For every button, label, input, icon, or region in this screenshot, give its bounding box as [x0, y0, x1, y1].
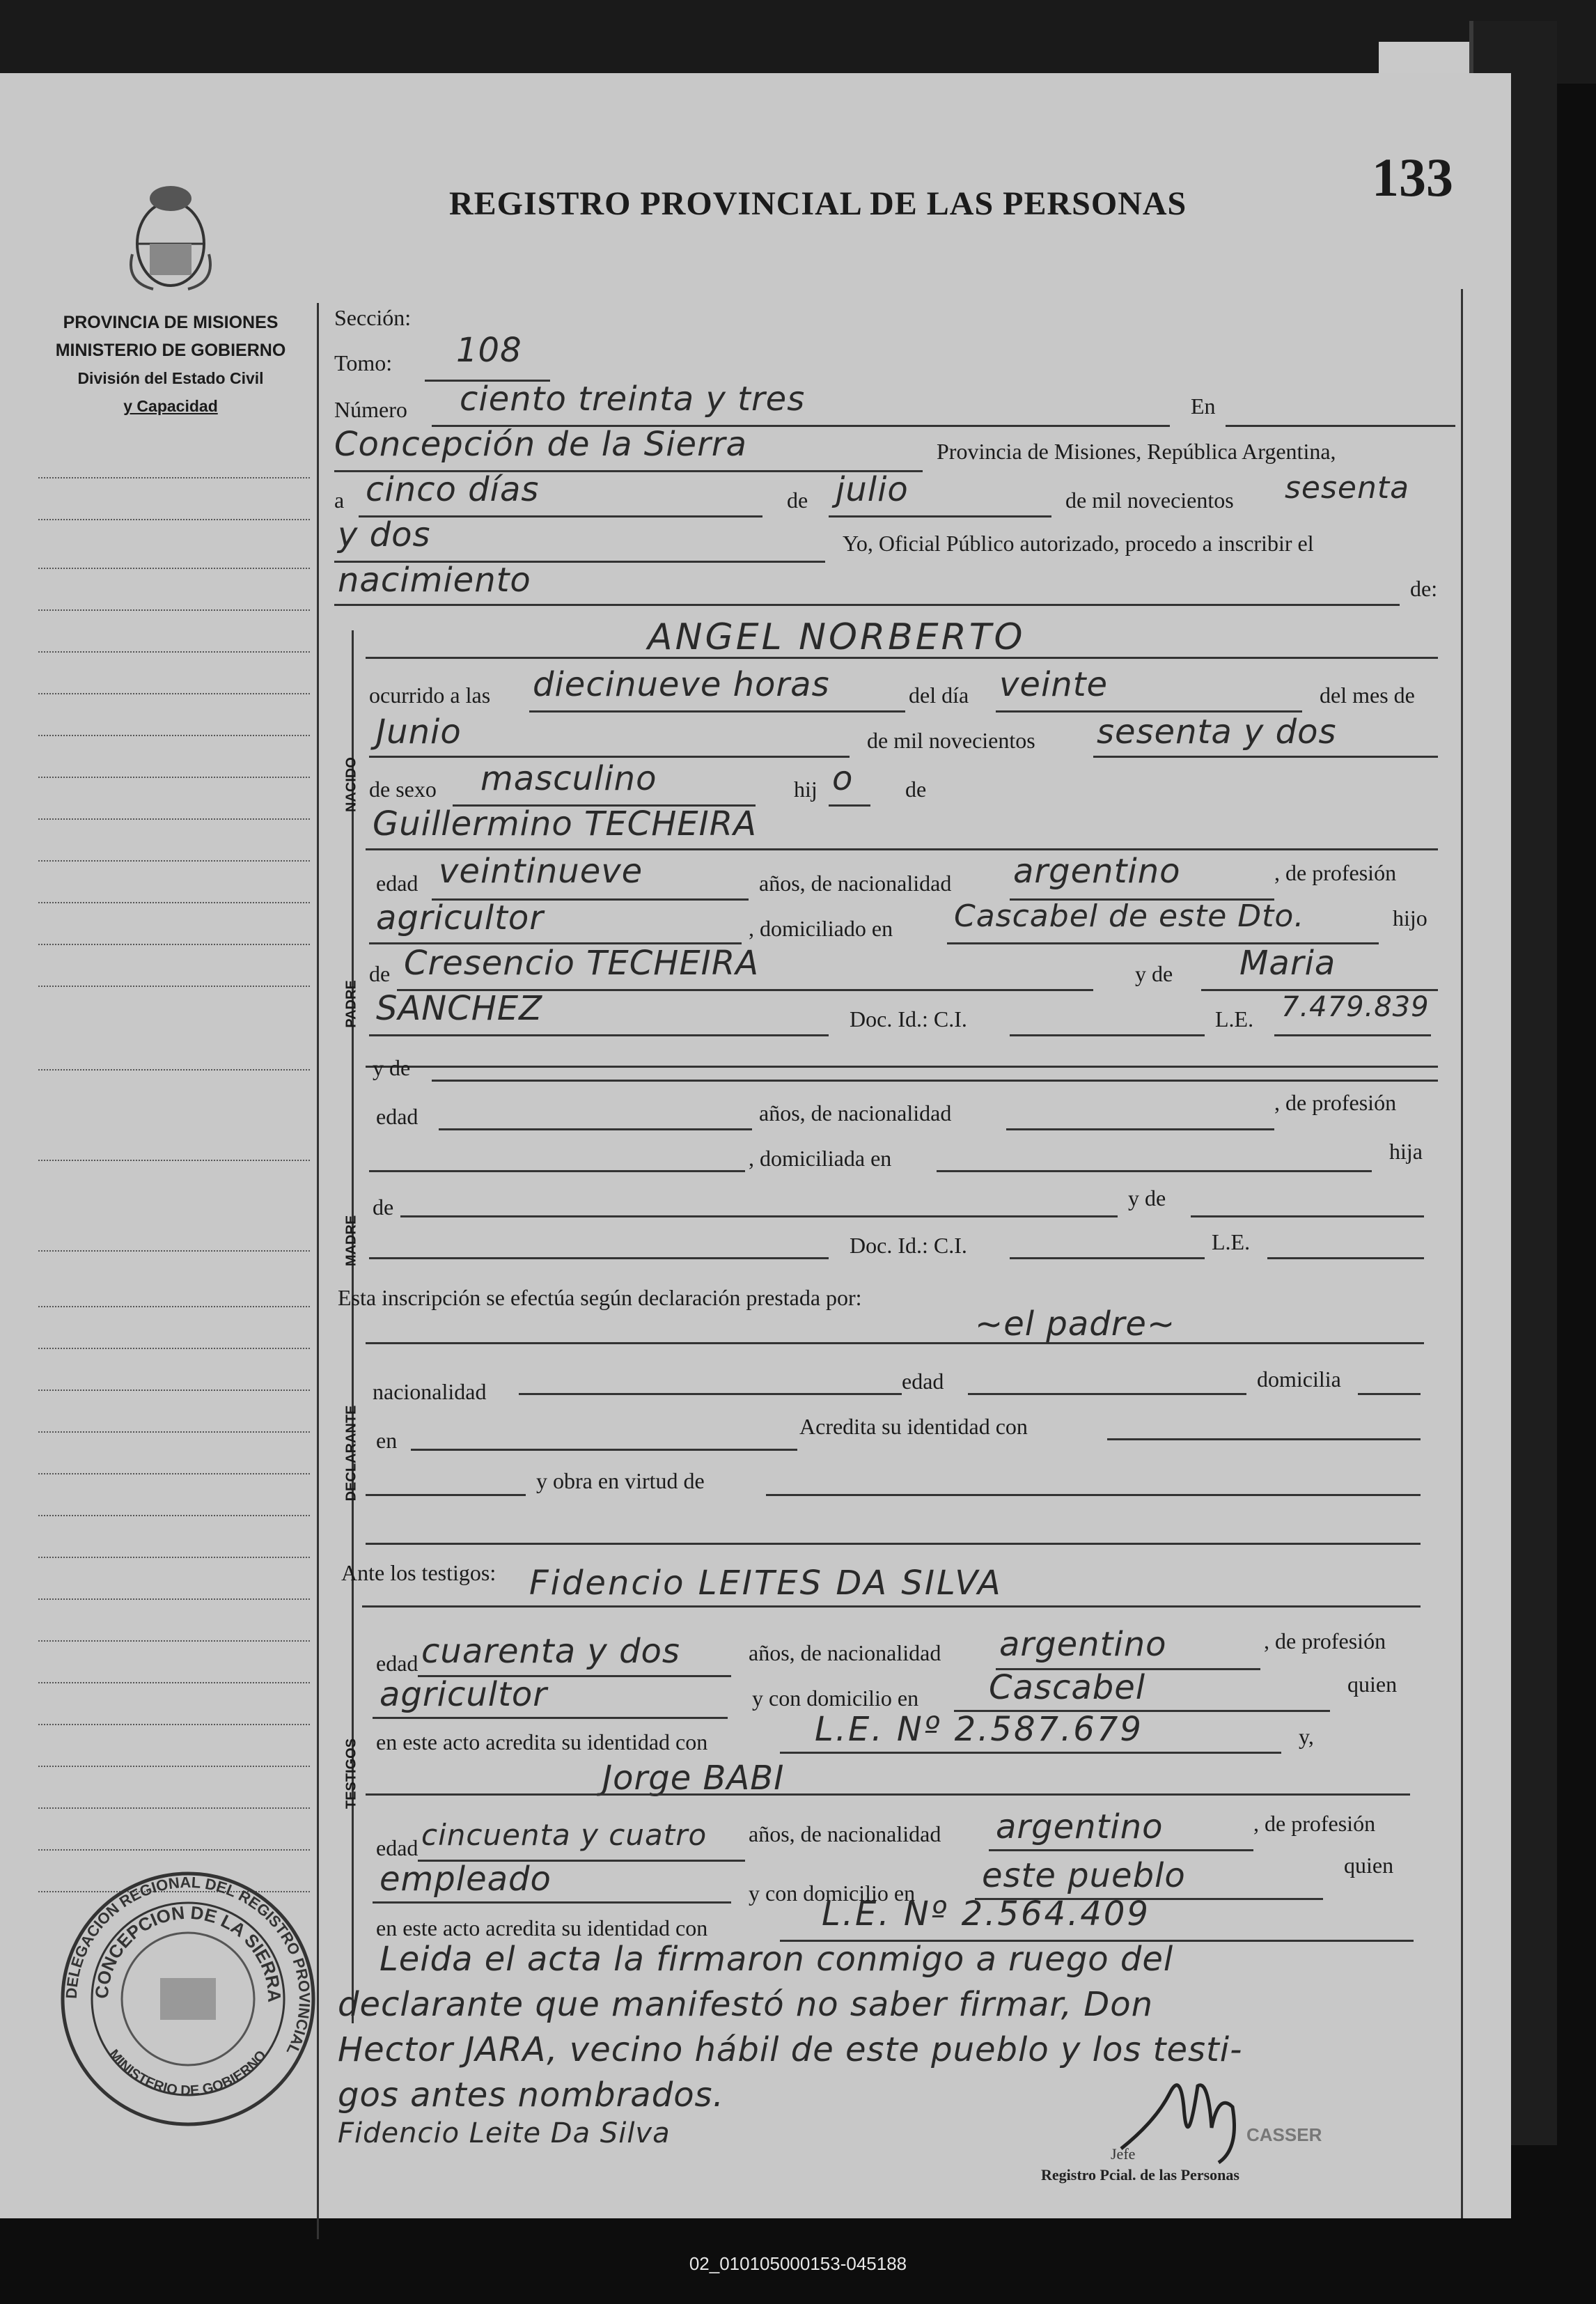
- declarante-nac-line: [519, 1393, 902, 1395]
- margin-line: [38, 1515, 310, 1516]
- testigo2-prof-line: [373, 1901, 731, 1904]
- province-line: PROVINCIA DE MISIONES: [63, 313, 279, 332]
- testigo1-prof-line: [373, 1717, 728, 1719]
- declarante-edad-label: edad: [902, 1369, 944, 1394]
- anio-continuation: y dos: [338, 515, 431, 554]
- testigo1-y-label: y,: [1299, 1724, 1314, 1749]
- padre-dom: Cascabel de este Dto.: [954, 898, 1305, 934]
- dia-nacido-value: veinte: [999, 665, 1109, 704]
- testigo1-doc-line: [780, 1752, 1281, 1754]
- margin-line: [38, 818, 310, 820]
- testigo2-prof-label: , de profesión: [1253, 1811, 1376, 1836]
- margin-line: [38, 1640, 310, 1642]
- margin-line: [38, 777, 310, 778]
- declarante-nombre: ~el padre~: [975, 1305, 1176, 1344]
- madre-y-de-label: y de: [373, 1055, 411, 1080]
- testigo1-nombre-line: [362, 1605, 1421, 1608]
- mes-nacido-line: [369, 756, 850, 758]
- testigo2-nac-label: años, de nacionalidad: [749, 1821, 941, 1846]
- testigo1-quien-label: quien: [1347, 1672, 1398, 1697]
- anio-nacido-value: sesenta y dos: [1097, 713, 1337, 752]
- numero-label: Número: [334, 397, 407, 422]
- stamp-bottom-text: MINISTERIO DE GOBIERNO: [105, 2046, 270, 2099]
- abuelo-nombre: Cresencio TECHEIRA: [404, 944, 760, 983]
- madre-doc-line: [1010, 1257, 1205, 1259]
- padre-de-label: de: [369, 961, 391, 986]
- mil-nacido-label: de mil novecientos: [867, 728, 1035, 753]
- cierre-linea-4: gos antes nombrados.: [338, 2076, 724, 2115]
- testigo2-doc: L.E. Nº 2.564.409: [822, 1894, 1150, 1933]
- declarante-acredita-label: Acredita su identidad con: [799, 1414, 1028, 1439]
- margin-line: [38, 651, 310, 653]
- padre-nombre-line: [366, 848, 1438, 850]
- declarante-en-label: en: [376, 1428, 398, 1453]
- testigo2-acredita-label: en este acto acredita su identidad con: [376, 1915, 708, 1940]
- declarante-obra-pre-line: [366, 1494, 526, 1496]
- testigo1-nac: argentino: [999, 1625, 1167, 1664]
- hora-value: diecinueve horas: [533, 665, 830, 704]
- testigo1-dom-label: y con domicilio en: [752, 1686, 919, 1711]
- padre-nac: argentino: [1013, 852, 1181, 891]
- margin-line: [38, 735, 310, 736]
- madre-y-de2-label: y de: [1128, 1185, 1166, 1211]
- madre-de-label: de: [373, 1194, 394, 1220]
- declarante-edad-line: [968, 1393, 1246, 1395]
- hij-label: hij: [794, 777, 817, 802]
- madre-prof-label: , de profesión: [1274, 1090, 1397, 1115]
- madre-doc-label: Doc. Id.: C.I.: [850, 1233, 967, 1258]
- declarante-obra-line: [766, 1494, 1421, 1496]
- svg-text:MINISTERIO DE GOBIERNO: [106, 2047, 269, 2099]
- margin-line: [38, 1390, 310, 1391]
- madre-dom-label: , domiciliada en: [749, 1146, 892, 1171]
- declarante-en-line: [411, 1449, 797, 1451]
- margin-line: [38, 1473, 310, 1474]
- testigo1-edad-label: edad: [376, 1651, 418, 1676]
- madre-section-label: MADRE: [343, 1215, 359, 1267]
- declarante-obra-label: y obra en virtud de: [536, 1468, 705, 1493]
- declarante-section-label: DECLARANTE: [343, 1405, 359, 1502]
- sello-texto-2: Jefe: [1111, 2145, 1136, 2163]
- testigos-intro: Ante los testigos:: [341, 1560, 496, 1585]
- province-line: MINISTERIO DE GOBIERNO: [55, 341, 286, 360]
- sello-texto-1: CASSER: [1246, 2124, 1322, 2145]
- margin-line: [38, 1766, 310, 1767]
- hij-line: [829, 804, 870, 807]
- testigo2-edad: cincuenta y cuatro: [421, 1818, 707, 1852]
- anio-value: sesenta: [1285, 470, 1410, 506]
- province-line: y Capacidad: [123, 397, 218, 415]
- madre-abuela-line: [1191, 1215, 1424, 1217]
- de-label: de: [787, 488, 808, 513]
- book-top-edge: [0, 0, 1596, 84]
- margin-line: [38, 1557, 310, 1558]
- margin-line: [38, 1807, 310, 1809]
- margin-line: [38, 902, 310, 903]
- margin-line: [38, 1250, 310, 1252]
- testigo2-nombre: Jorge BABI: [602, 1759, 785, 1798]
- margin-line: [38, 1849, 310, 1851]
- padre-edad-label: edad: [376, 871, 418, 896]
- padre-le-label: L.E.: [1215, 1006, 1254, 1032]
- hij-de-label: de: [905, 777, 927, 802]
- sexo-label: de sexo: [369, 777, 437, 802]
- padre-le-line: [1274, 1034, 1431, 1036]
- testigo1-prof-label: , de profesión: [1264, 1628, 1386, 1653]
- hora-line: [529, 710, 905, 713]
- margin-line: [38, 1069, 310, 1071]
- tomo-label: Tomo:: [334, 350, 393, 375]
- margin-line: [38, 1306, 310, 1307]
- en-label: En: [1191, 394, 1216, 419]
- a-label: a: [334, 488, 345, 513]
- padre-nac-label: años, de nacionalidad: [759, 871, 952, 896]
- padre-prof: agricultor: [376, 898, 545, 937]
- en-line: [1226, 425, 1455, 427]
- madre-prof-line: [369, 1170, 745, 1172]
- margin-line: [38, 986, 310, 987]
- numero-value: ciento treinta y tres: [460, 380, 806, 419]
- abuela-apellido-line: [369, 1034, 829, 1036]
- margin-line: [38, 519, 310, 520]
- margin-line: [38, 860, 310, 862]
- image-caption: 02_010105000153-045188: [689, 2253, 907, 2274]
- margin-line: [38, 609, 310, 611]
- padre-doc-line: [1010, 1034, 1205, 1036]
- anio-nacido-line: [1093, 756, 1438, 758]
- testigo2-dom: este pueblo: [982, 1856, 1186, 1895]
- official-stamp-icon: [56, 1867, 320, 2131]
- testigo2-quien-label: quien: [1344, 1853, 1394, 1878]
- sexo-value: masculino: [480, 759, 657, 798]
- padre-edad: veintinueve: [439, 852, 643, 891]
- testigo2-prof: empleado: [380, 1860, 551, 1899]
- margin-line: [38, 944, 310, 945]
- testigo1-nombre: Fidencio LEITES DA SILVA: [529, 1564, 1003, 1603]
- mes-value: julio: [836, 470, 909, 509]
- padre-doc-label: Doc. Id.: C.I.: [850, 1006, 967, 1032]
- madre-nombre-line: [432, 1080, 1438, 1082]
- testigo1-prof: agricultor: [380, 1675, 548, 1714]
- testigo-firma: Fidencio Leite Da Silva: [338, 2117, 671, 2149]
- madre-le-line: [1267, 1257, 1424, 1259]
- testigo1-dom: Cascabel: [989, 1668, 1146, 1707]
- testigo1-acredita-label: en este acto acredita su identidad con: [376, 1729, 708, 1754]
- page-number: 133: [1372, 147, 1453, 208]
- testigo2-edad-label: edad: [376, 1835, 418, 1860]
- padre-nombre: Guillermino TECHEIRA: [373, 804, 757, 843]
- margin-line: [38, 1348, 310, 1349]
- testigo2-nac: argentino: [996, 1807, 1164, 1846]
- sello-texto-3: Registro Pcial. de las Personas: [1041, 2166, 1239, 2184]
- acto-line: [334, 604, 1400, 606]
- registry-page: [0, 73, 1511, 2218]
- stamp-outer-text: DELEGACION REGIONAL DEL REGISTRO PROVINCIAL: [62, 1873, 314, 2058]
- nacido-nombre: ANGEL NORBERTO: [648, 616, 1026, 658]
- declarante-acredita-line: [1107, 1438, 1421, 1440]
- coat-of-arms-icon: [125, 178, 216, 293]
- de-colon-label: de:: [1410, 576, 1438, 601]
- declarante-domicilia-line: [1358, 1393, 1421, 1395]
- declarante-nombre-line: [366, 1342, 1424, 1344]
- oficial-text: Yo, Oficial Público autorizado, procedo a inscribir el: [843, 531, 1314, 556]
- provincia-text: Provincia de Misiones, República Argentina,: [937, 439, 1336, 464]
- abuela-apellido: SANCHEZ: [376, 989, 543, 1028]
- abuela-nombre: Maria: [1239, 944, 1336, 983]
- madre-dom-line: [937, 1170, 1372, 1172]
- madre-hija-label: hija: [1389, 1139, 1423, 1164]
- margin-line: [38, 568, 310, 569]
- del-dia-label: del día: [909, 683, 969, 708]
- testigos-section-label: TESTIGOS: [343, 1738, 359, 1809]
- testigo2-nac-line: [989, 1849, 1253, 1851]
- margin-line: [38, 477, 310, 478]
- padre-dom-label: , domiciliado en: [749, 916, 893, 941]
- margin-line: [38, 693, 310, 694]
- declarante-end-line: [366, 1543, 1421, 1545]
- padre-le: 7.479.839: [1281, 991, 1430, 1023]
- madre-apellido-line: [369, 1257, 829, 1259]
- padre-y-de-label: y de: [1135, 961, 1173, 986]
- madre-edad-line: [439, 1128, 752, 1130]
- province-line: División del Estado Civil: [77, 369, 264, 387]
- tomo-value: 108: [456, 331, 522, 370]
- testigo2-dom-label: y con domicilio en: [749, 1881, 916, 1906]
- right-border: [1461, 289, 1463, 2218]
- registry-title: REGISTRO PROVINCIAL DE LAS PERSONAS: [449, 185, 1187, 222]
- lugar-value: Concepción de la Sierra: [334, 425, 747, 464]
- margin-line: [38, 1431, 310, 1433]
- testigo2-nombre-line: [366, 1793, 1410, 1796]
- madre-nac-line: [1006, 1128, 1274, 1130]
- padre-section-label: PADRE: [343, 980, 359, 1028]
- testigo1-edad: cuarenta y dos: [421, 1632, 680, 1671]
- dia-value: cinco días: [366, 470, 540, 509]
- madre-top-line: [366, 1066, 1438, 1068]
- declarante-nac-label: nacionalidad: [373, 1379, 487, 1404]
- nacido-section-label: NACIDO: [343, 757, 359, 812]
- madre-le-label: L.E.: [1212, 1229, 1251, 1254]
- nacido-nombre-line: [366, 657, 1438, 659]
- declarante-intro: Esta inscripción se efectúa según declaración prestada por:: [338, 1285, 862, 1310]
- mil-label: de mil novecientos: [1065, 488, 1234, 513]
- margin-line: [38, 1682, 310, 1683]
- madre-edad-label: edad: [376, 1104, 418, 1129]
- seccion-label: Sección:: [334, 305, 412, 330]
- margin-line: [38, 1724, 310, 1725]
- mes-line: [829, 515, 1051, 517]
- padre-prof-label: , de profesión: [1274, 860, 1397, 885]
- madre-abuelo-line: [400, 1215, 1118, 1217]
- cierre-linea-2: declarante que manifestó no saber firmar, Don: [338, 1985, 1154, 2024]
- ocurrido-label: ocurrido a las: [369, 683, 491, 708]
- province-header: [28, 309, 313, 420]
- madre-nac-label: años, de nacionalidad: [759, 1100, 952, 1126]
- margin-line: [38, 1598, 310, 1600]
- testigo1-nac-label: años, de nacionalidad: [749, 1640, 941, 1665]
- testigos-border: [352, 1619, 354, 2023]
- padre-hijo-label: hijo: [1393, 905, 1427, 931]
- cierre-linea-3: Hector JARA, vecino hábil de este pueblo y los testi-: [338, 2030, 1243, 2069]
- hij-suffix: o: [832, 759, 854, 798]
- del-mes-label: del mes de: [1320, 683, 1415, 708]
- mes-nacido-value: Junio: [376, 713, 462, 752]
- stamp-inner-text: CONCEPCION DE LA SIERRA: [91, 1901, 285, 2003]
- declarante-domicilia-label: domicilia: [1257, 1367, 1341, 1392]
- acto-value: nacimiento: [338, 561, 531, 600]
- margin-line: [38, 1160, 310, 1161]
- cierre-linea-1: Leida el acta la firmaron conmigo a ruego del: [380, 1940, 1174, 1979]
- testigo1-doc: L.E. Nº 2.587.679: [815, 1710, 1143, 1749]
